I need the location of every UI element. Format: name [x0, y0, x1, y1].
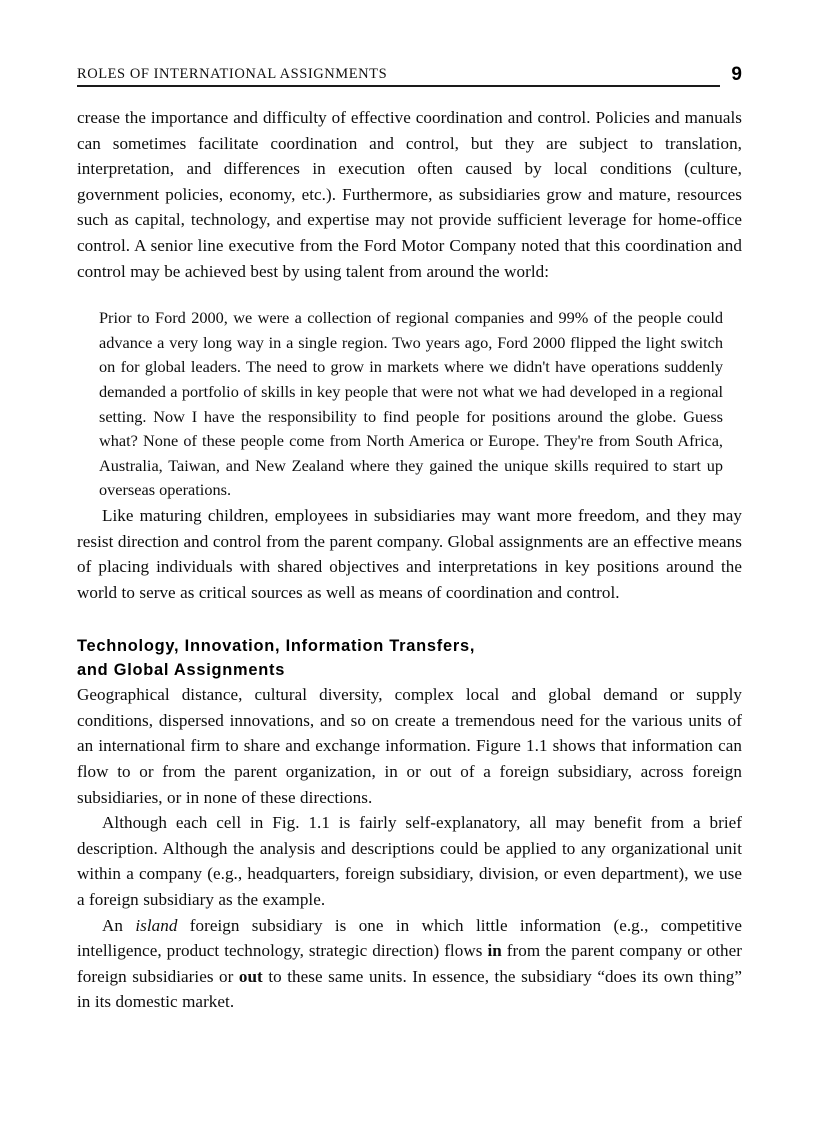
island-text-part-3: from the parent company or other foreign subsidiaries or — [77, 941, 742, 986]
island-text-part-1: An — [102, 915, 136, 935]
section-heading — [77, 635, 742, 682]
header-rule — [77, 85, 720, 87]
island-text-part-2: foreign subsidiary is one in which little information (e.g., competitive intelligence, product technology, strategic direction) flows — [77, 915, 743, 961]
block-quote — [77, 306, 742, 503]
island-text-part-4: to these same units. In essence, the subsidiary “does its own thing” in its domestic market. — [77, 966, 742, 1012]
paragraph-although-each-cell: Although each cell in Fig. 1.1 is fairly self-explanatory, all may benefit from a brief description. Although the analysis and descriptions could be applied to any organizational unit within a company (e.g., headquarters, foreign subsidiary, division, or even department), we use a foreign subsidiary as the example. — [77, 813, 742, 910]
running-header-title: ROLES OF INTERNATIONAL ASSIGNMENTS — [77, 66, 388, 82]
body-text — [77, 105, 742, 1015]
island-emphasis-out: out — [238, 966, 263, 986]
section-heading-line-1: Technology, Innovation, Information Transfers, — [77, 637, 476, 656]
section-heading-line-2: and Global Assignments — [77, 660, 286, 679]
block-quote-text: Prior to Ford 2000, we were a collection of regional companies and 99% of the people could advance a very long way in a single region. Two years ago, Ford 2000 flipped the light switch on for global leaders. The need to grow in markets where we didn't have operations suddenly demanded a portfolio of skills in key people that were not what we had developed in a regional setting. Now I have the responsibility to find people for positions around the globe. Guess what? None of these people come from North America or Europe. They're from South Africa, Australia, Taiwan, and New Zealand where they gained the unique skills required to start up overseas operations. — [99, 308, 723, 500]
paragraph-geographical-distance: Geographical distance, cultural diversity, complex local and global demand or supply conditions, dispersed innovations, and so on create a tremendous need for the various units of an international firm to share and exchange information. Figure 1.1 shows that information can flow to or from the parent organization, in or out of a foreign subsidiary, across foreign subsidiaries, or in none of these directions. — [77, 685, 742, 807]
paragraph-continued: crease the importance and difficulty of effective coordination and control. Policies and manuals can sometimes facilitate coordination and control, but they are subject to translation, interpretation, and differences in execution often caused by local conditions (culture, government policies, economy, etc.). Furthermore, as subsidiaries grow and mature, resources such as capital, technology, and expertise may not provide sufficient leverage for home-office control. A senior line executive from the Ford Motor Company noted that this coordination and control may be achieved best by using talent from around the world: — [77, 108, 742, 281]
island-emphasis-italic: island — [135, 915, 178, 935]
page-number: 9 — [731, 64, 742, 85]
paragraph-maturing-children: Like maturing children, employees in subsidiaries may want more freedom, and they may resist direction and control from the parent company. Global assignments are an effective means of placing individuals with shared objectives and interpretations in key positions around the world to serve as critical sources as well as means of coordination and control. — [77, 505, 742, 602]
page-content — [77, 57, 742, 1015]
island-emphasis-in: in — [487, 941, 502, 961]
running-header — [77, 57, 742, 87]
paragraph-island-subsidiary — [77, 913, 742, 1015]
